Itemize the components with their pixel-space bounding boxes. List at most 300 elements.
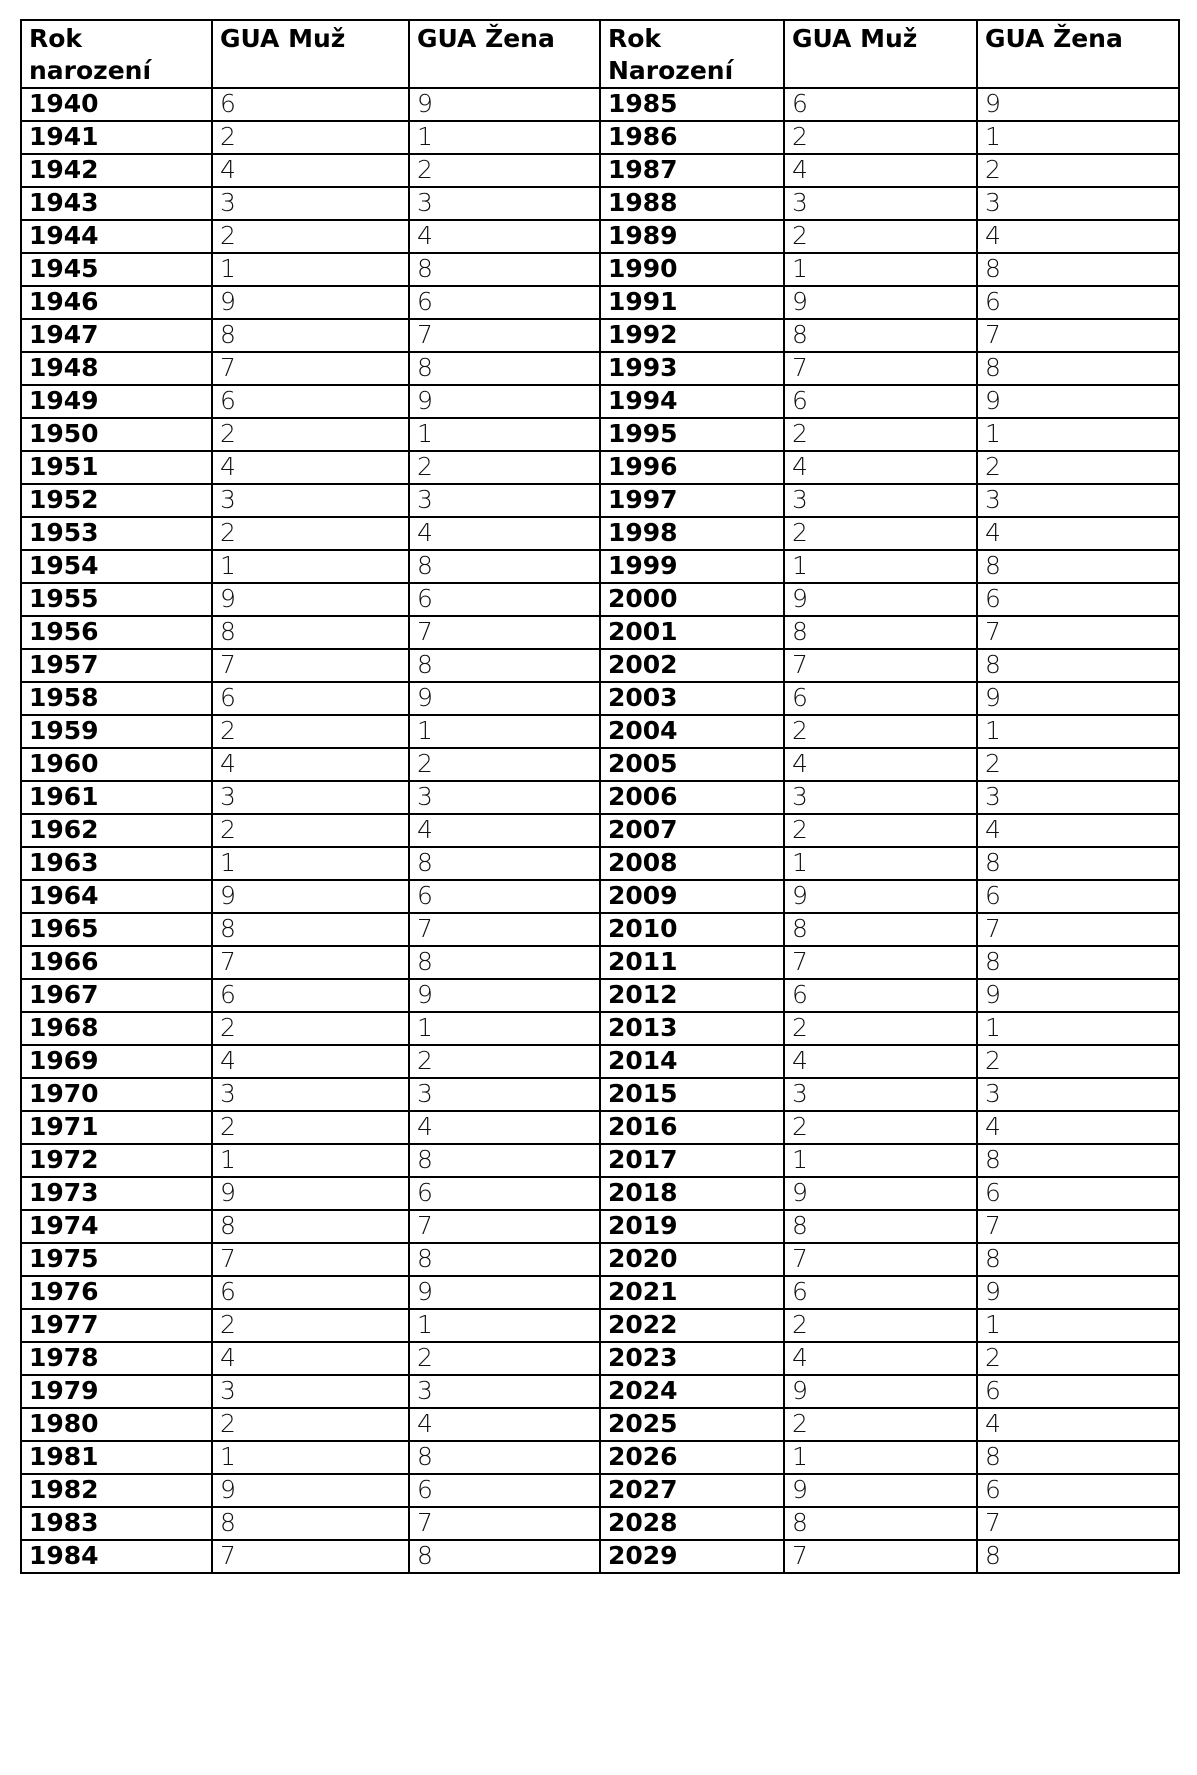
cell-birth-year-right: 2026	[600, 1441, 784, 1474]
cell-gua-male-left: 6	[212, 682, 409, 715]
cell-birth-year-left: 1954	[21, 550, 212, 583]
cell-gua-female-left: 8	[409, 1540, 600, 1573]
cell-birth-year-left: 1975	[21, 1243, 212, 1276]
cell-gua-male-left: 1	[212, 1144, 409, 1177]
cell-gua-male-right: 2	[784, 1111, 977, 1144]
table-row	[21, 781, 1179, 814]
table-row	[21, 550, 1179, 583]
cell-gua-female-right: 8	[977, 1243, 1179, 1276]
cell-gua-male-left: 2	[212, 1012, 409, 1045]
cell-birth-year-left: 1957	[21, 649, 212, 682]
table-row	[21, 517, 1179, 550]
cell-gua-male-right: 7	[784, 1540, 977, 1573]
cell-gua-male-right: 1	[784, 1441, 977, 1474]
cell-gua-male-left: 2	[212, 517, 409, 550]
cell-gua-male-right: 9	[784, 286, 977, 319]
cell-gua-female-left: 7	[409, 1210, 600, 1243]
cell-gua-female-right: 1	[977, 1309, 1179, 1342]
cell-gua-male-right: 2	[784, 121, 977, 154]
cell-gua-female-left: 8	[409, 649, 600, 682]
table-row	[21, 1243, 1179, 1276]
cell-gua-female-right: 8	[977, 649, 1179, 682]
cell-gua-male-right: 6	[784, 88, 977, 121]
cell-gua-female-right: 9	[977, 1276, 1179, 1309]
cell-gua-male-right: 1	[784, 253, 977, 286]
cell-gua-male-left: 6	[212, 1276, 409, 1309]
cell-birth-year-left: 1959	[21, 715, 212, 748]
cell-birth-year-left: 1950	[21, 418, 212, 451]
cell-gua-female-left: 4	[409, 220, 600, 253]
cell-gua-male-left: 1	[212, 1441, 409, 1474]
cell-gua-male-left: 9	[212, 286, 409, 319]
cell-gua-female-right: 8	[977, 946, 1179, 979]
cell-gua-male-left: 3	[212, 781, 409, 814]
cell-birth-year-left: 1973	[21, 1177, 212, 1210]
cell-gua-female-right: 4	[977, 814, 1179, 847]
table-row	[21, 1441, 1179, 1474]
cell-birth-year-left: 1984	[21, 1540, 212, 1573]
cell-birth-year-right: 2020	[600, 1243, 784, 1276]
cell-gua-male-right: 8	[784, 616, 977, 649]
cell-birth-year-right: 1991	[600, 286, 784, 319]
cell-gua-male-left: 4	[212, 154, 409, 187]
cell-birth-year-right: 1997	[600, 484, 784, 517]
cell-gua-male-right: 7	[784, 1243, 977, 1276]
cell-gua-male-right: 7	[784, 649, 977, 682]
cell-gua-female-left: 6	[409, 1474, 600, 1507]
cell-gua-male-left: 8	[212, 1507, 409, 1540]
table-row	[21, 253, 1179, 286]
cell-birth-year-left: 1956	[21, 616, 212, 649]
cell-gua-male-right: 9	[784, 583, 977, 616]
cell-gua-male-left: 4	[212, 748, 409, 781]
cell-gua-male-left: 2	[212, 418, 409, 451]
cell-birth-year-right: 1987	[600, 154, 784, 187]
cell-gua-female-right: 8	[977, 550, 1179, 583]
cell-birth-year-left: 1962	[21, 814, 212, 847]
cell-birth-year-left: 1965	[21, 913, 212, 946]
cell-gua-female-right: 3	[977, 187, 1179, 220]
cell-gua-female-left: 7	[409, 1507, 600, 1540]
cell-gua-male-right: 4	[784, 748, 977, 781]
cell-birth-year-left: 1952	[21, 484, 212, 517]
cell-birth-year-left: 1978	[21, 1342, 212, 1375]
cell-gua-female-left: 8	[409, 1144, 600, 1177]
cell-birth-year-left: 1977	[21, 1309, 212, 1342]
cell-gua-male-left: 8	[212, 913, 409, 946]
cell-birth-year-left: 1976	[21, 1276, 212, 1309]
cell-gua-male-right: 6	[784, 385, 977, 418]
table-row	[21, 88, 1179, 121]
cell-gua-female-left: 3	[409, 1078, 600, 1111]
cell-birth-year-right: 2005	[600, 748, 784, 781]
table-row	[21, 1210, 1179, 1243]
table-row	[21, 583, 1179, 616]
cell-gua-female-right: 6	[977, 880, 1179, 913]
cell-gua-male-left: 9	[212, 1177, 409, 1210]
cell-birth-year-right: 2001	[600, 616, 784, 649]
cell-birth-year-right: 2023	[600, 1342, 784, 1375]
cell-gua-male-left: 7	[212, 1540, 409, 1573]
cell-gua-male-left: 2	[212, 814, 409, 847]
cell-gua-female-right: 6	[977, 583, 1179, 616]
table-row	[21, 418, 1179, 451]
cell-birth-year-left: 1968	[21, 1012, 212, 1045]
cell-birth-year-right: 2014	[600, 1045, 784, 1078]
cell-gua-female-right: 7	[977, 1507, 1179, 1540]
cell-birth-year-left: 1946	[21, 286, 212, 319]
cell-gua-female-left: 2	[409, 451, 600, 484]
cell-gua-female-left: 8	[409, 550, 600, 583]
cell-gua-female-left: 8	[409, 847, 600, 880]
cell-gua-female-left: 8	[409, 1441, 600, 1474]
header-row	[21, 20, 1179, 88]
cell-birth-year-left: 1966	[21, 946, 212, 979]
cell-gua-female-left: 3	[409, 1375, 600, 1408]
table-row	[21, 121, 1179, 154]
cell-gua-male-left: 3	[212, 484, 409, 517]
cell-birth-year-right: 2011	[600, 946, 784, 979]
cell-gua-male-left: 9	[212, 583, 409, 616]
cell-gua-male-left: 2	[212, 121, 409, 154]
table-row	[21, 979, 1179, 1012]
cell-gua-female-right: 3	[977, 484, 1179, 517]
cell-gua-male-right: 9	[784, 1177, 977, 1210]
cell-gua-female-right: 4	[977, 517, 1179, 550]
table-row	[21, 1144, 1179, 1177]
cell-gua-male-right: 2	[784, 1408, 977, 1441]
cell-gua-female-right: 8	[977, 847, 1179, 880]
cell-gua-male-right: 2	[784, 517, 977, 550]
cell-gua-female-left: 2	[409, 154, 600, 187]
cell-gua-male-left: 2	[212, 1309, 409, 1342]
cell-birth-year-right: 2004	[600, 715, 784, 748]
cell-gua-female-right: 7	[977, 913, 1179, 946]
table-row	[21, 220, 1179, 253]
cell-birth-year-left: 1953	[21, 517, 212, 550]
cell-gua-female-left: 6	[409, 583, 600, 616]
cell-gua-female-left: 3	[409, 781, 600, 814]
cell-birth-year-left: 1944	[21, 220, 212, 253]
cell-birth-year-right: 2018	[600, 1177, 784, 1210]
cell-birth-year-right: 2008	[600, 847, 784, 880]
table-row	[21, 385, 1179, 418]
cell-birth-year-right: 1989	[600, 220, 784, 253]
header-birth-year-right: Rok Narození	[600, 20, 784, 88]
cell-gua-female-right: 7	[977, 319, 1179, 352]
cell-gua-male-right: 8	[784, 1507, 977, 1540]
cell-gua-male-right: 7	[784, 946, 977, 979]
cell-gua-male-right: 4	[784, 154, 977, 187]
cell-gua-female-left: 1	[409, 1309, 600, 1342]
cell-gua-male-right: 3	[784, 1078, 977, 1111]
table-row	[21, 1045, 1179, 1078]
cell-gua-female-left: 8	[409, 1243, 600, 1276]
cell-gua-male-left: 7	[212, 1243, 409, 1276]
cell-gua-female-right: 4	[977, 1408, 1179, 1441]
cell-birth-year-left: 1951	[21, 451, 212, 484]
cell-gua-male-right: 9	[784, 880, 977, 913]
cell-birth-year-left: 1983	[21, 1507, 212, 1540]
cell-gua-male-right: 3	[784, 484, 977, 517]
cell-gua-male-right: 2	[784, 715, 977, 748]
cell-gua-female-left: 2	[409, 748, 600, 781]
cell-birth-year-left: 1982	[21, 1474, 212, 1507]
cell-gua-female-right: 2	[977, 451, 1179, 484]
cell-birth-year-right: 1986	[600, 121, 784, 154]
cell-gua-female-left: 9	[409, 88, 600, 121]
cell-birth-year-left: 1942	[21, 154, 212, 187]
cell-gua-female-right: 7	[977, 616, 1179, 649]
cell-birth-year-right: 2016	[600, 1111, 784, 1144]
cell-birth-year-left: 1972	[21, 1144, 212, 1177]
cell-gua-male-right: 6	[784, 1276, 977, 1309]
cell-gua-female-right: 3	[977, 1078, 1179, 1111]
cell-birth-year-left: 1940	[21, 88, 212, 121]
cell-gua-female-left: 2	[409, 1342, 600, 1375]
cell-gua-female-left: 8	[409, 946, 600, 979]
cell-gua-male-left: 9	[212, 880, 409, 913]
table-row	[21, 286, 1179, 319]
cell-birth-year-left: 1969	[21, 1045, 212, 1078]
cell-birth-year-left: 1961	[21, 781, 212, 814]
table-row	[21, 1507, 1179, 1540]
cell-birth-year-left: 1949	[21, 385, 212, 418]
cell-gua-female-left: 9	[409, 979, 600, 1012]
cell-gua-male-left: 1	[212, 253, 409, 286]
cell-birth-year-right: 1994	[600, 385, 784, 418]
cell-gua-female-left: 1	[409, 418, 600, 451]
cell-birth-year-left: 1970	[21, 1078, 212, 1111]
cell-gua-female-right: 9	[977, 979, 1179, 1012]
cell-birth-year-left: 1964	[21, 880, 212, 913]
cell-birth-year-right: 2000	[600, 583, 784, 616]
cell-gua-male-right: 9	[784, 1474, 977, 1507]
cell-gua-female-left: 1	[409, 1012, 600, 1045]
cell-gua-female-left: 4	[409, 814, 600, 847]
cell-gua-male-left: 8	[212, 319, 409, 352]
cell-gua-male-left: 7	[212, 352, 409, 385]
gua-table	[20, 19, 1180, 1574]
cell-birth-year-left: 1941	[21, 121, 212, 154]
cell-gua-female-right: 6	[977, 1177, 1179, 1210]
table-row	[21, 814, 1179, 847]
cell-gua-female-left: 9	[409, 1276, 600, 1309]
cell-gua-female-right: 2	[977, 1045, 1179, 1078]
cell-gua-male-left: 6	[212, 385, 409, 418]
header-gua-female-left: GUA Žena	[409, 20, 600, 88]
cell-gua-female-right: 2	[977, 154, 1179, 187]
cell-gua-female-left: 3	[409, 187, 600, 220]
cell-gua-female-left: 2	[409, 1045, 600, 1078]
cell-gua-female-right: 1	[977, 418, 1179, 451]
cell-birth-year-right: 1988	[600, 187, 784, 220]
cell-gua-female-right: 9	[977, 682, 1179, 715]
cell-birth-year-left: 1945	[21, 253, 212, 286]
cell-gua-male-right: 4	[784, 1342, 977, 1375]
cell-birth-year-right: 2028	[600, 1507, 784, 1540]
cell-gua-female-right: 1	[977, 121, 1179, 154]
cell-gua-female-right: 1	[977, 1012, 1179, 1045]
cell-gua-female-right: 6	[977, 1375, 1179, 1408]
table-row	[21, 1540, 1179, 1573]
cell-gua-male-left: 1	[212, 847, 409, 880]
cell-gua-female-right: 7	[977, 1210, 1179, 1243]
cell-gua-male-left: 7	[212, 649, 409, 682]
cell-gua-male-left: 3	[212, 1375, 409, 1408]
cell-gua-male-left: 3	[212, 1078, 409, 1111]
cell-gua-female-left: 7	[409, 319, 600, 352]
cell-gua-male-left: 1	[212, 550, 409, 583]
cell-birth-year-right: 2006	[600, 781, 784, 814]
cell-gua-male-right: 9	[784, 1375, 977, 1408]
cell-gua-male-left: 8	[212, 616, 409, 649]
cell-gua-male-left: 3	[212, 187, 409, 220]
cell-birth-year-left: 1947	[21, 319, 212, 352]
cell-birth-year-right: 2002	[600, 649, 784, 682]
cell-gua-female-right: 9	[977, 385, 1179, 418]
table-row	[21, 1408, 1179, 1441]
cell-birth-year-left: 1979	[21, 1375, 212, 1408]
cell-gua-female-right: 6	[977, 1474, 1179, 1507]
cell-gua-female-left: 3	[409, 484, 600, 517]
cell-gua-female-left: 7	[409, 616, 600, 649]
cell-birth-year-left: 1963	[21, 847, 212, 880]
cell-gua-male-right: 2	[784, 220, 977, 253]
table-row	[21, 847, 1179, 880]
header-gua-male-left: GUA Muž	[212, 20, 409, 88]
table-row	[21, 715, 1179, 748]
cell-gua-female-left: 7	[409, 913, 600, 946]
cell-gua-male-right: 8	[784, 319, 977, 352]
cell-birth-year-left: 1955	[21, 583, 212, 616]
cell-birth-year-left: 1958	[21, 682, 212, 715]
cell-gua-female-left: 1	[409, 715, 600, 748]
cell-gua-female-left: 1	[409, 121, 600, 154]
cell-gua-male-left: 7	[212, 946, 409, 979]
table-row	[21, 1177, 1179, 1210]
cell-gua-male-right: 2	[784, 1012, 977, 1045]
cell-gua-male-right: 1	[784, 1144, 977, 1177]
cell-gua-female-left: 8	[409, 352, 600, 385]
table-row	[21, 1474, 1179, 1507]
cell-birth-year-right: 1985	[600, 88, 784, 121]
table-row	[21, 913, 1179, 946]
cell-gua-male-right: 3	[784, 781, 977, 814]
cell-birth-year-left: 1943	[21, 187, 212, 220]
cell-birth-year-left: 1974	[21, 1210, 212, 1243]
cell-gua-male-left: 4	[212, 1045, 409, 1078]
cell-gua-male-left: 4	[212, 451, 409, 484]
cell-gua-male-right: 3	[784, 187, 977, 220]
cell-birth-year-right: 2025	[600, 1408, 784, 1441]
table-row	[21, 649, 1179, 682]
cell-birth-year-left: 1980	[21, 1408, 212, 1441]
table-row	[21, 1375, 1179, 1408]
cell-birth-year-left: 1971	[21, 1111, 212, 1144]
cell-gua-female-right: 8	[977, 352, 1179, 385]
cell-birth-year-left: 1981	[21, 1441, 212, 1474]
cell-gua-female-right: 2	[977, 1342, 1179, 1375]
cell-birth-year-right: 2007	[600, 814, 784, 847]
table-row	[21, 154, 1179, 187]
cell-birth-year-right: 2017	[600, 1144, 784, 1177]
cell-birth-year-right: 2019	[600, 1210, 784, 1243]
cell-birth-year-right: 2012	[600, 979, 784, 1012]
cell-birth-year-right: 2003	[600, 682, 784, 715]
cell-birth-year-right: 2010	[600, 913, 784, 946]
cell-gua-female-left: 9	[409, 385, 600, 418]
cell-birth-year-right: 1996	[600, 451, 784, 484]
cell-birth-year-right: 2013	[600, 1012, 784, 1045]
cell-birth-year-right: 2009	[600, 880, 784, 913]
cell-gua-female-right: 4	[977, 220, 1179, 253]
header-birth-year-left: Rok narození	[21, 20, 212, 88]
table-row	[21, 682, 1179, 715]
cell-gua-female-right: 3	[977, 781, 1179, 814]
cell-gua-male-left: 2	[212, 1111, 409, 1144]
cell-birth-year-right: 2024	[600, 1375, 784, 1408]
cell-gua-male-left: 6	[212, 88, 409, 121]
table-row	[21, 1111, 1179, 1144]
cell-gua-female-right: 2	[977, 748, 1179, 781]
cell-gua-female-left: 6	[409, 286, 600, 319]
table-row	[21, 451, 1179, 484]
cell-gua-male-right: 2	[784, 814, 977, 847]
cell-gua-male-right: 6	[784, 682, 977, 715]
cell-gua-female-left: 4	[409, 1111, 600, 1144]
cell-gua-female-left: 4	[409, 517, 600, 550]
table-row	[21, 319, 1179, 352]
cell-birth-year-left: 1967	[21, 979, 212, 1012]
table-row	[21, 946, 1179, 979]
cell-birth-year-left: 1948	[21, 352, 212, 385]
cell-gua-male-right: 1	[784, 847, 977, 880]
table-row	[21, 880, 1179, 913]
cell-gua-male-right: 2	[784, 1309, 977, 1342]
table-header	[21, 20, 1179, 88]
cell-gua-male-left: 8	[212, 1210, 409, 1243]
cell-gua-female-left: 4	[409, 1408, 600, 1441]
cell-gua-male-left: 6	[212, 979, 409, 1012]
cell-gua-female-right: 1	[977, 715, 1179, 748]
table-row	[21, 1078, 1179, 1111]
cell-gua-female-right: 8	[977, 1441, 1179, 1474]
cell-birth-year-right: 2027	[600, 1474, 784, 1507]
cell-gua-male-right: 8	[784, 913, 977, 946]
cell-gua-male-right: 6	[784, 979, 977, 1012]
cell-gua-female-right: 8	[977, 1144, 1179, 1177]
table-row	[21, 1276, 1179, 1309]
table-row	[21, 484, 1179, 517]
cell-gua-male-right: 4	[784, 451, 977, 484]
header-gua-female-right: GUA Žena	[977, 20, 1179, 88]
cell-birth-year-right: 2022	[600, 1309, 784, 1342]
table-row	[21, 748, 1179, 781]
cell-gua-male-left: 2	[212, 220, 409, 253]
cell-birth-year-right: 2015	[600, 1078, 784, 1111]
table-row	[21, 1309, 1179, 1342]
cell-gua-female-right: 4	[977, 1111, 1179, 1144]
table-row	[21, 1012, 1179, 1045]
cell-gua-male-right: 8	[784, 1210, 977, 1243]
cell-gua-male-left: 2	[212, 715, 409, 748]
cell-gua-male-left: 9	[212, 1474, 409, 1507]
cell-gua-female-right: 8	[977, 1540, 1179, 1573]
cell-gua-female-left: 8	[409, 253, 600, 286]
cell-gua-male-right: 1	[784, 550, 977, 583]
cell-gua-male-right: 4	[784, 1045, 977, 1078]
